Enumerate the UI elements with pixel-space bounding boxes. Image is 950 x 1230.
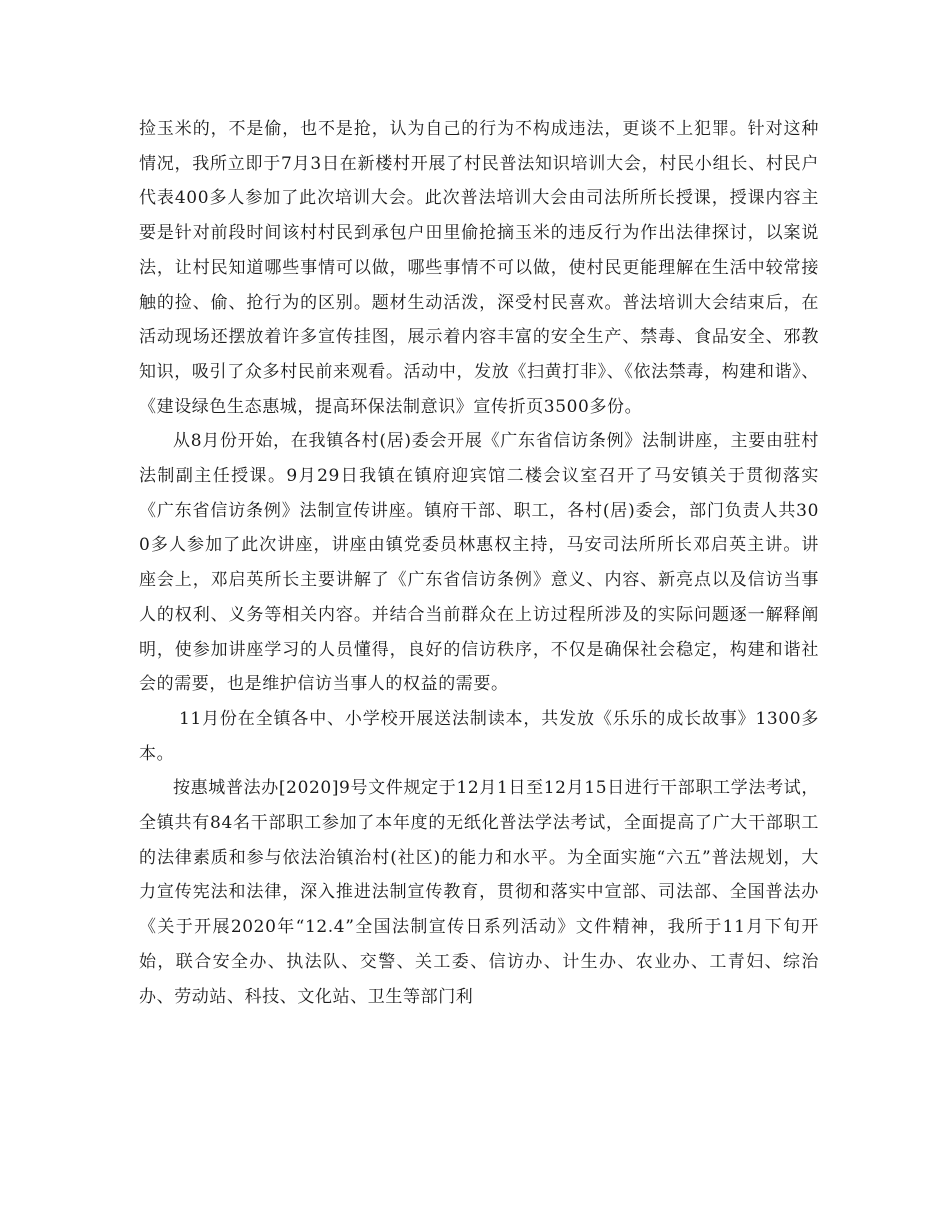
paragraph-2: 从8月份开始，在我镇各村(居)委会开展《广东省信访条例》法制讲座，主要由驻村法制副主任授课。9月29日我镇在镇府迎宾馆二楼会议室召开了马安镇关于贯彻落实《广东省信访条例》法制宣传讲座。镇府干部、职工，各村(居)委会，部门负责人共300多人参加了此次讲座，讲座由镇党委员林惠权主持，马安司法所所长邓启英主讲。讲座会上，邓启英所长主要讲解了《广东省信访条例》意义、内容、新亮点以及信访当事人的权利、义务等相关内容。并结合当前群众在上访过程所涉及的实际问题逐一解释阐明，使参加讲座学习的人员懂得，良好的信访秩序，不仅是确保社会稳定，构建和谐社会的需要，也是维护信访当事人的权益的需要。 [139,431,819,695]
paragraph-1: 捡玉米的，不是偷，也不是抢，认为自己的行为不构成违法，更谈不上犯罪。针对这种情况，我所立即于7月3日在新楼村开展了村民普法知识培训大会，村民小组长、村民户代表400多人参加了此次培训大会。此次普法培训大会由司法所所长授课，授课内容主要是针对前段时间该村村民到承包户田里偷抢摘玉米的违反行为作出法律探讨，以案说法，让村民知道哪些事情可以做，哪些事情不可以做，使村民更能理解在生活中较常接触的捡、偷、抢行为的区别。题材生动活泼，深受村民喜欢。普法培训大会结束后，在活动现场还摆放着许多宣传挂图，展示着内容丰富的安全生产、禁毒、食品安全、邪教知识，吸引了众多村民前来观看。活动中，发放《扫黄打非》、《依法禁毒，构建和谐》、《建设绿色生态惠城，提高环保法制意识》宣传折页3500多份。 [139,119,819,417]
paragraph-4: 按惠城普法办[2020]9号文件规定于12月1日至12月15日进行干部职工学法考试，全镇共有84名干部职工参加了本年度的无纸化普法学法考试，全面提高了广大干部职工的法律素质和参与依法治镇治村(社区)的能力和水平。为全面实施“六五”普法规划，大力宣传宪法和法律，深入推进法制宣传教育，贯彻和落实中宣部、司法部、全国普法办《关于开展2020年“12.4”全国法制宣传日系列活动》文件精神，我所于11月下旬开始，联合安全办、执法队、交警、关工委、信访办、计生办、农业办、工青妇、综治办、劳动站、科技、文化站、卫生等部门利 [139,778,819,1007]
document-body [139,112,819,1014]
paragraph-3: 11月份在全镇各中、小学校开展送法制读本，共发放《乐乐的成长故事》1300多本。 [139,708,819,764]
